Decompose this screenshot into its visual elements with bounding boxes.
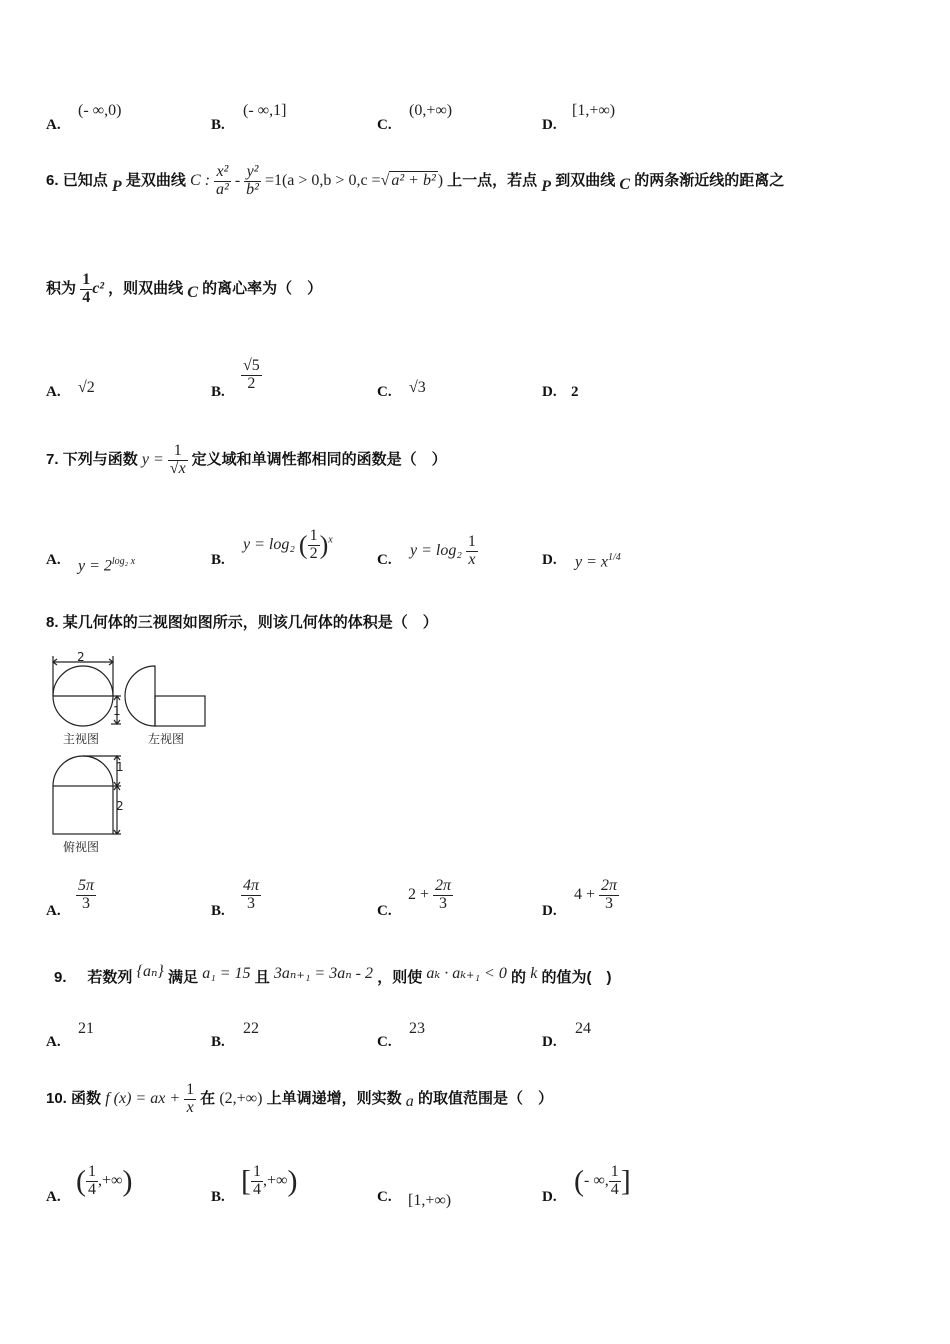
q7-option-b-base: y = log₂ [243, 535, 295, 553]
q7-option-d-label: D. [542, 552, 557, 568]
q10-eq-num: 1 [186, 1081, 195, 1098]
q10-option-d-num: 1 [610, 1163, 619, 1180]
q7-eq-y: y = [141, 450, 164, 468]
q6-c-squared: c² [92, 279, 105, 297]
q9-option-a-label: A. [46, 1034, 61, 1050]
q8-figure-svg [45, 648, 215, 858]
q9-option-b-label: B. [211, 1034, 225, 1050]
q6-point-p: P [111, 177, 122, 195]
q7-option-c-den: x [468, 550, 476, 568]
q10-option-d-label: D. [542, 1189, 557, 1205]
q8-option-b-num: 4π [243, 877, 260, 894]
q10-option-b-close: ) [287, 1164, 298, 1198]
q6-text: 的离心率为（ ） [202, 279, 323, 297]
q7-option-b-den: 2 [309, 544, 318, 562]
q7-option-c-value [410, 534, 478, 569]
front-view-caption: 主视图 [63, 732, 100, 746]
q10-option-a-num: 1 [88, 1163, 96, 1180]
q9-option-d-value: 24 [575, 1020, 591, 1037]
top-view-arch [53, 756, 113, 786]
q6-option-b-den: 2 [247, 374, 256, 392]
q8-option-d-num: 2π [601, 877, 618, 894]
q8-text: 某几何体的三视图如图所示，则该几何体的体积是（ ） [62, 614, 438, 631]
q6-eq-minus: - [234, 171, 241, 189]
q7-option-d-value [575, 552, 621, 571]
q10-option-b-num: 1 [253, 1163, 261, 1180]
q10-function [105, 1081, 200, 1116]
q10-option-d-value [574, 1164, 631, 1199]
q6-frac-den: 4 [82, 288, 91, 306]
q10-option-b-rest: ,+∞ [263, 1171, 288, 1189]
q10-eq: f (x) = ax + [105, 1089, 181, 1107]
q6-number: 6. [46, 171, 59, 189]
q10-option-a-value [76, 1164, 132, 1199]
q8-option-c-value [408, 878, 453, 913]
q9-text: ，则使 [377, 969, 423, 986]
q6-option-b-num: √5 [243, 357, 260, 374]
q7-function [141, 442, 192, 477]
q7-text: 定义域和单调性都相同的函数是（ ） [191, 450, 447, 468]
q8-option-a-num: 5π [78, 877, 95, 894]
q7-option-b-label: B. [211, 552, 225, 568]
q9-text: 的值为( ) [541, 969, 612, 986]
q10-option-c-label: C. [377, 1189, 392, 1205]
q8-option-d-value [574, 878, 619, 913]
q6-eq-close: ) [437, 171, 444, 189]
q10-option-a-rest: ,+∞ [98, 1171, 123, 1189]
side-view-half-circle [125, 666, 155, 726]
q10-eq-den: x [186, 1098, 194, 1116]
q6-eq-conditions: =1(a > 0,b > 0,c = [264, 171, 381, 189]
q7-option-a-label: A. [46, 552, 61, 568]
q9-option-d-label: D. [542, 1034, 557, 1050]
q5-option-c-label: C. [377, 117, 392, 133]
q7-option-c-num: 1 [467, 533, 476, 550]
q8-option-c-den: 3 [439, 894, 448, 912]
top-view-caption: 俯视图 [63, 840, 100, 854]
q10-option-d-pre: - ∞, [584, 1171, 609, 1189]
q9-option-c-label: C. [377, 1034, 392, 1050]
q6-stem-line1 [46, 164, 784, 199]
q6-eq-y2: y² [244, 164, 261, 182]
q7-stem [46, 443, 447, 478]
q10-option-a-open: ( [76, 1164, 86, 1198]
q5-option-a-value: (- ∞,0) [78, 102, 122, 119]
q7-option-c-base: y = log₂ [410, 541, 462, 559]
q8-option-c-num: 2π [435, 877, 452, 894]
q7-option-b-value: y = log₂ ( $\frac{1}{2}$ )$^x$ [243, 527, 333, 562]
q7-option-a-base: y = 2 [78, 557, 112, 575]
q5-option-b-value: (- ∞,1] [243, 102, 287, 119]
q6-option-b-label: B. [211, 384, 225, 400]
q8-option-a-den: 3 [82, 894, 90, 912]
q6-area-expression [80, 271, 108, 306]
q10-a: a [405, 1092, 414, 1110]
q7-eq-den: √x [169, 459, 186, 477]
q7-option-b-exp: x [328, 534, 333, 546]
q10-option-b-value [241, 1164, 297, 1199]
q6-eq-x2: x² [214, 164, 231, 182]
q6-text: 到双曲线 [555, 171, 616, 189]
dim-label-1b: 1 [116, 760, 124, 774]
top-view-rect [53, 786, 113, 834]
q10-option-b-open: [ [241, 1164, 251, 1198]
q6-option-d-label: D. [542, 384, 557, 400]
q6-text: 已知点 [62, 171, 108, 189]
q10-option-a-label: A. [46, 1189, 61, 1205]
q9-option-b-value: 22 [243, 1020, 259, 1037]
q6-frac-num: 1 [82, 271, 91, 288]
dim-label-1: 1 [113, 704, 121, 718]
q9-text: 且 [254, 969, 270, 986]
q6-text: ，则双曲线 [108, 279, 184, 297]
q8-option-d-label: D. [542, 903, 557, 919]
q10-option-d-close: ] [620, 1164, 631, 1198]
q9-condition-2: 3aₙ₊₁ = 3aₙ - 2 [273, 965, 374, 982]
q5-option-b-label: B. [211, 117, 225, 133]
q5-option-a-label: A. [46, 117, 61, 133]
q10-number: 10. [46, 1089, 67, 1107]
dim-label-2b: 2 [116, 799, 124, 813]
q7-option-c-label: C. [377, 552, 392, 568]
q7-text: 下列与函数 [62, 450, 138, 468]
q7-option-d-base: y = x [575, 553, 608, 571]
q7-option-b-num: 1 [309, 527, 318, 544]
q10-option-d-open: ( [574, 1164, 584, 1198]
q6-curve-c: C [619, 175, 631, 193]
q6-curve-c2: C [187, 283, 198, 301]
q8-option-a-value [76, 878, 96, 913]
q6-hyperbola-equation: C : $\frac{\text{x²}}{\text{a²}}$ - $\frac{\text{y²}}{\text{b²}}$ =1(a > 0,b > 0,c =√ a² + b² ) [190, 163, 444, 198]
q6-eq-b2: b² [246, 180, 259, 198]
q9-condition-1: a₁ = 15 [202, 965, 251, 982]
q10-interval: (2,+∞) [219, 1089, 263, 1107]
q6-option-c-value: √3 [409, 379, 426, 396]
q7-option-a-value [78, 556, 135, 575]
q6-option-a-value: √2 [78, 379, 95, 396]
q9-option-c-value: 23 [409, 1020, 425, 1037]
q7-eq-num: 1 [168, 443, 188, 461]
q5-option-c-value: (0,+∞) [409, 102, 453, 119]
q7-option-a-exp: log₂ x [111, 556, 136, 567]
q6-text: 的两条渐近线的距离之 [634, 171, 785, 189]
q10-text: 上单调递增，则实数 [266, 1089, 402, 1107]
side-view-rect [155, 696, 205, 726]
q10-option-b-label: B. [211, 1189, 225, 1205]
q10-option-d-den: 4 [610, 1180, 619, 1198]
q8-option-d-prefix: 4 + [574, 885, 596, 903]
q9-condition-3: aₖ · aₖ₊₁ < 0 [426, 965, 507, 982]
q9-k: k [530, 965, 538, 982]
q5-option-d-value: [1,+∞) [572, 102, 616, 119]
q6-option-c-label: C. [377, 384, 392, 400]
q10-option-a-close: ) [122, 1164, 133, 1198]
q6-text: 是双曲线 [125, 171, 186, 189]
side-view-caption: 左视图 [148, 732, 185, 746]
q9-option-a-value: 21 [78, 1020, 94, 1037]
q7-number: 7. [46, 450, 59, 468]
q9-number: 9. [54, 969, 67, 986]
q8-option-b-den: 3 [247, 894, 255, 912]
q9-text: 若数列 [87, 969, 133, 986]
q6-stem-line2 [46, 272, 322, 307]
q10-text: 的取值范围是（ ） [417, 1089, 553, 1107]
q8-stem [46, 611, 438, 632]
q6-option-b-value [241, 358, 262, 393]
q9-sequence: {aₙ} [136, 963, 164, 980]
q6-text: 积为 [46, 279, 77, 297]
q7-option-d-exp: 1/4 [608, 552, 621, 563]
q5-option-d-label: D. [542, 117, 557, 133]
q10-option-a-den: 4 [88, 1180, 96, 1198]
dim-label-2: 2 [77, 650, 85, 664]
q8-option-d-den: 3 [605, 894, 614, 912]
q10-stem [46, 1082, 553, 1117]
q10-text: 在 [200, 1089, 216, 1107]
q6-eq-a2: a² [216, 180, 229, 198]
q10-text: 函数 [71, 1089, 102, 1107]
q8-number: 8. [46, 614, 59, 631]
q6-option-d-value: 2 [571, 384, 579, 400]
q8-option-a-label: A. [46, 903, 61, 919]
q9-text: 的 [511, 969, 527, 986]
q9-stem [54, 963, 612, 987]
q6-eq-c: C : [190, 171, 211, 189]
q6-eq-sqrt: a² + b² [391, 171, 436, 189]
q8-option-c-prefix: 2 + [408, 885, 430, 903]
q10-option-b-den: 4 [253, 1180, 261, 1198]
q8-option-c-label: C. [377, 903, 392, 919]
q10-option-c-value: [1,+∞) [408, 1192, 452, 1209]
q6-point-p2: P [541, 177, 552, 195]
q9-text: 满足 [168, 969, 199, 986]
q6-option-a-label: A. [46, 384, 61, 400]
q6-text: 上一点，若点 [447, 171, 538, 189]
q8-option-b-label: B. [211, 903, 225, 919]
q8-option-b-value [241, 878, 261, 913]
